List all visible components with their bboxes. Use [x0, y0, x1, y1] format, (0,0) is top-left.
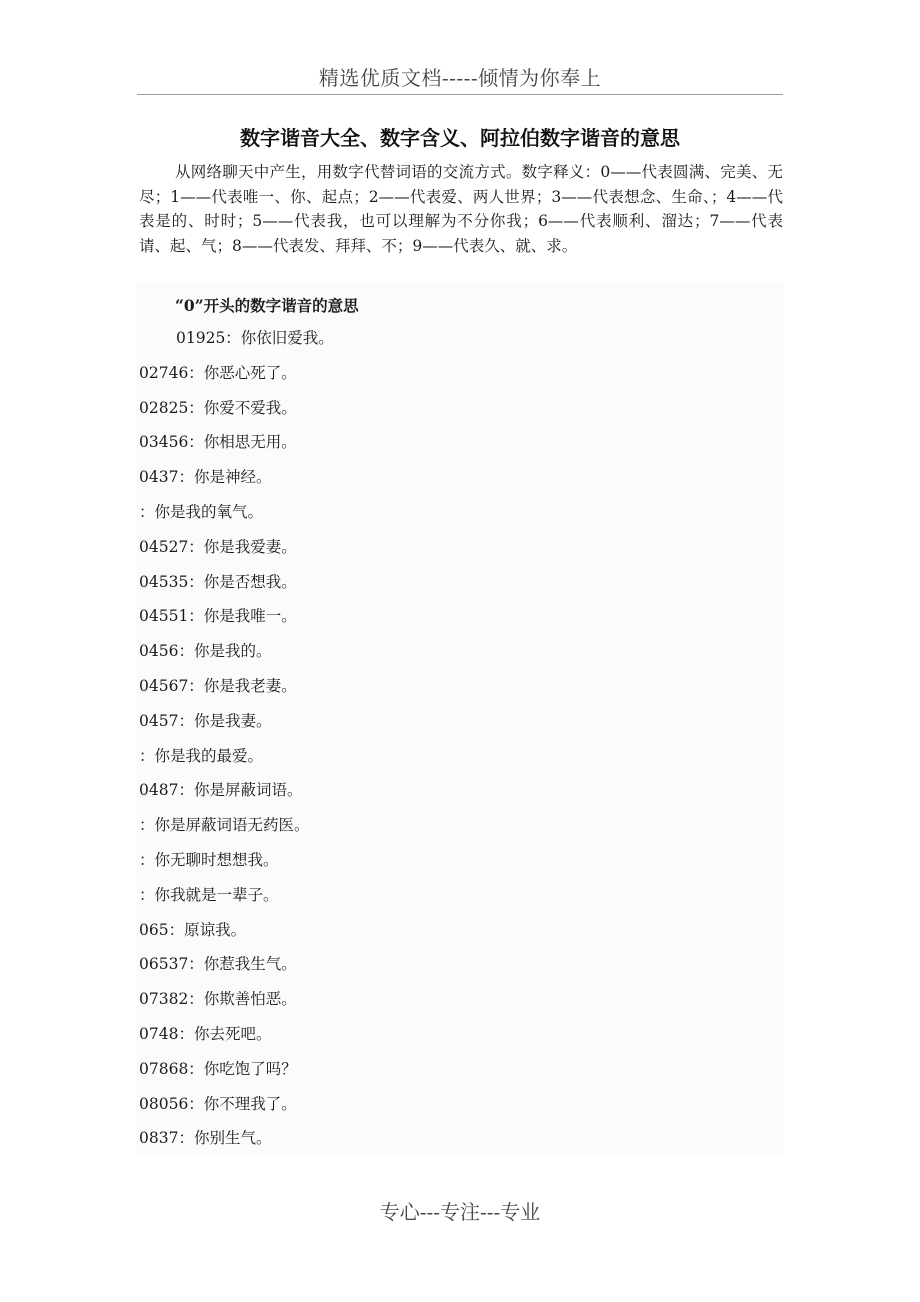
list-item: 04567：你是我老妻。: [139, 676, 297, 695]
list-item: 07382：你欺善怕恶。: [139, 990, 297, 1009]
list-item: ：你是屏蔽词语无药医。: [139, 816, 310, 835]
list-item: 0748：你去死吧。: [139, 1024, 272, 1043]
section-title: “0”开头的数字谐音的意思: [175, 296, 359, 315]
entry-list: [139, 326, 334, 1161]
list-item: 02746：你恶心死了。: [139, 363, 297, 382]
page-header: 精选优质文档-----倾情为你奉上: [318, 66, 602, 90]
list-item: 0457：你是我妻。: [139, 711, 272, 730]
intro-paragraph: 从网络聊天中产生，用数字代替词语的交流方式。数字释义：0——代表圆满、完美、无尽；1——代表唯一、你、起点；2——代表爱、两人世界；3——代表想念、生命、；4——代表是的、时时；5——代表我，也可以理解为不分你我；6——代表顺利、溜达；7——代表请、起、气；8——代表发、拜拜、不；9——代表久、就、求。: [139, 163, 783, 255]
list-item: 0837：你别生气。: [139, 1129, 272, 1148]
list-item: 07868：你吃饱了吗？: [139, 1059, 297, 1078]
list-item: 02825：你爱不爱我。: [139, 398, 297, 417]
list-item: 0456：你是我的。: [139, 642, 272, 661]
list-item: ：你是我的最爱。: [139, 746, 264, 765]
list-item: ：你是我的氧气。: [139, 502, 264, 521]
list-item: ：你我就是一辈子。: [139, 885, 279, 904]
list-item: 04527：你是我爱妻。: [139, 537, 297, 556]
list-item: 01925：你依旧爱我。: [176, 329, 334, 347]
page-footer: 专心---专注---专业: [379, 1200, 541, 1224]
list-item: 04535：你是否想我。: [139, 572, 297, 591]
list-item: 0487：你是屏蔽词语。: [139, 781, 303, 800]
list-item: 04551：你是我唯一。: [139, 607, 297, 626]
document-title: 数字谐音大全、数字含义、阿拉伯数字谐音的意思: [240, 126, 680, 150]
list-item: ：你无聊时想想我。: [139, 850, 279, 869]
header-divider: [137, 94, 783, 95]
list-item: 06537：你惹我生气。: [139, 955, 297, 974]
list-item: 08056：你不理我了。: [139, 1094, 297, 1113]
list-item: 065：原谅我。: [139, 920, 247, 939]
list-item: 03456：你相思无用。: [139, 433, 297, 452]
list-item: 0437：你是神经。: [139, 468, 272, 487]
